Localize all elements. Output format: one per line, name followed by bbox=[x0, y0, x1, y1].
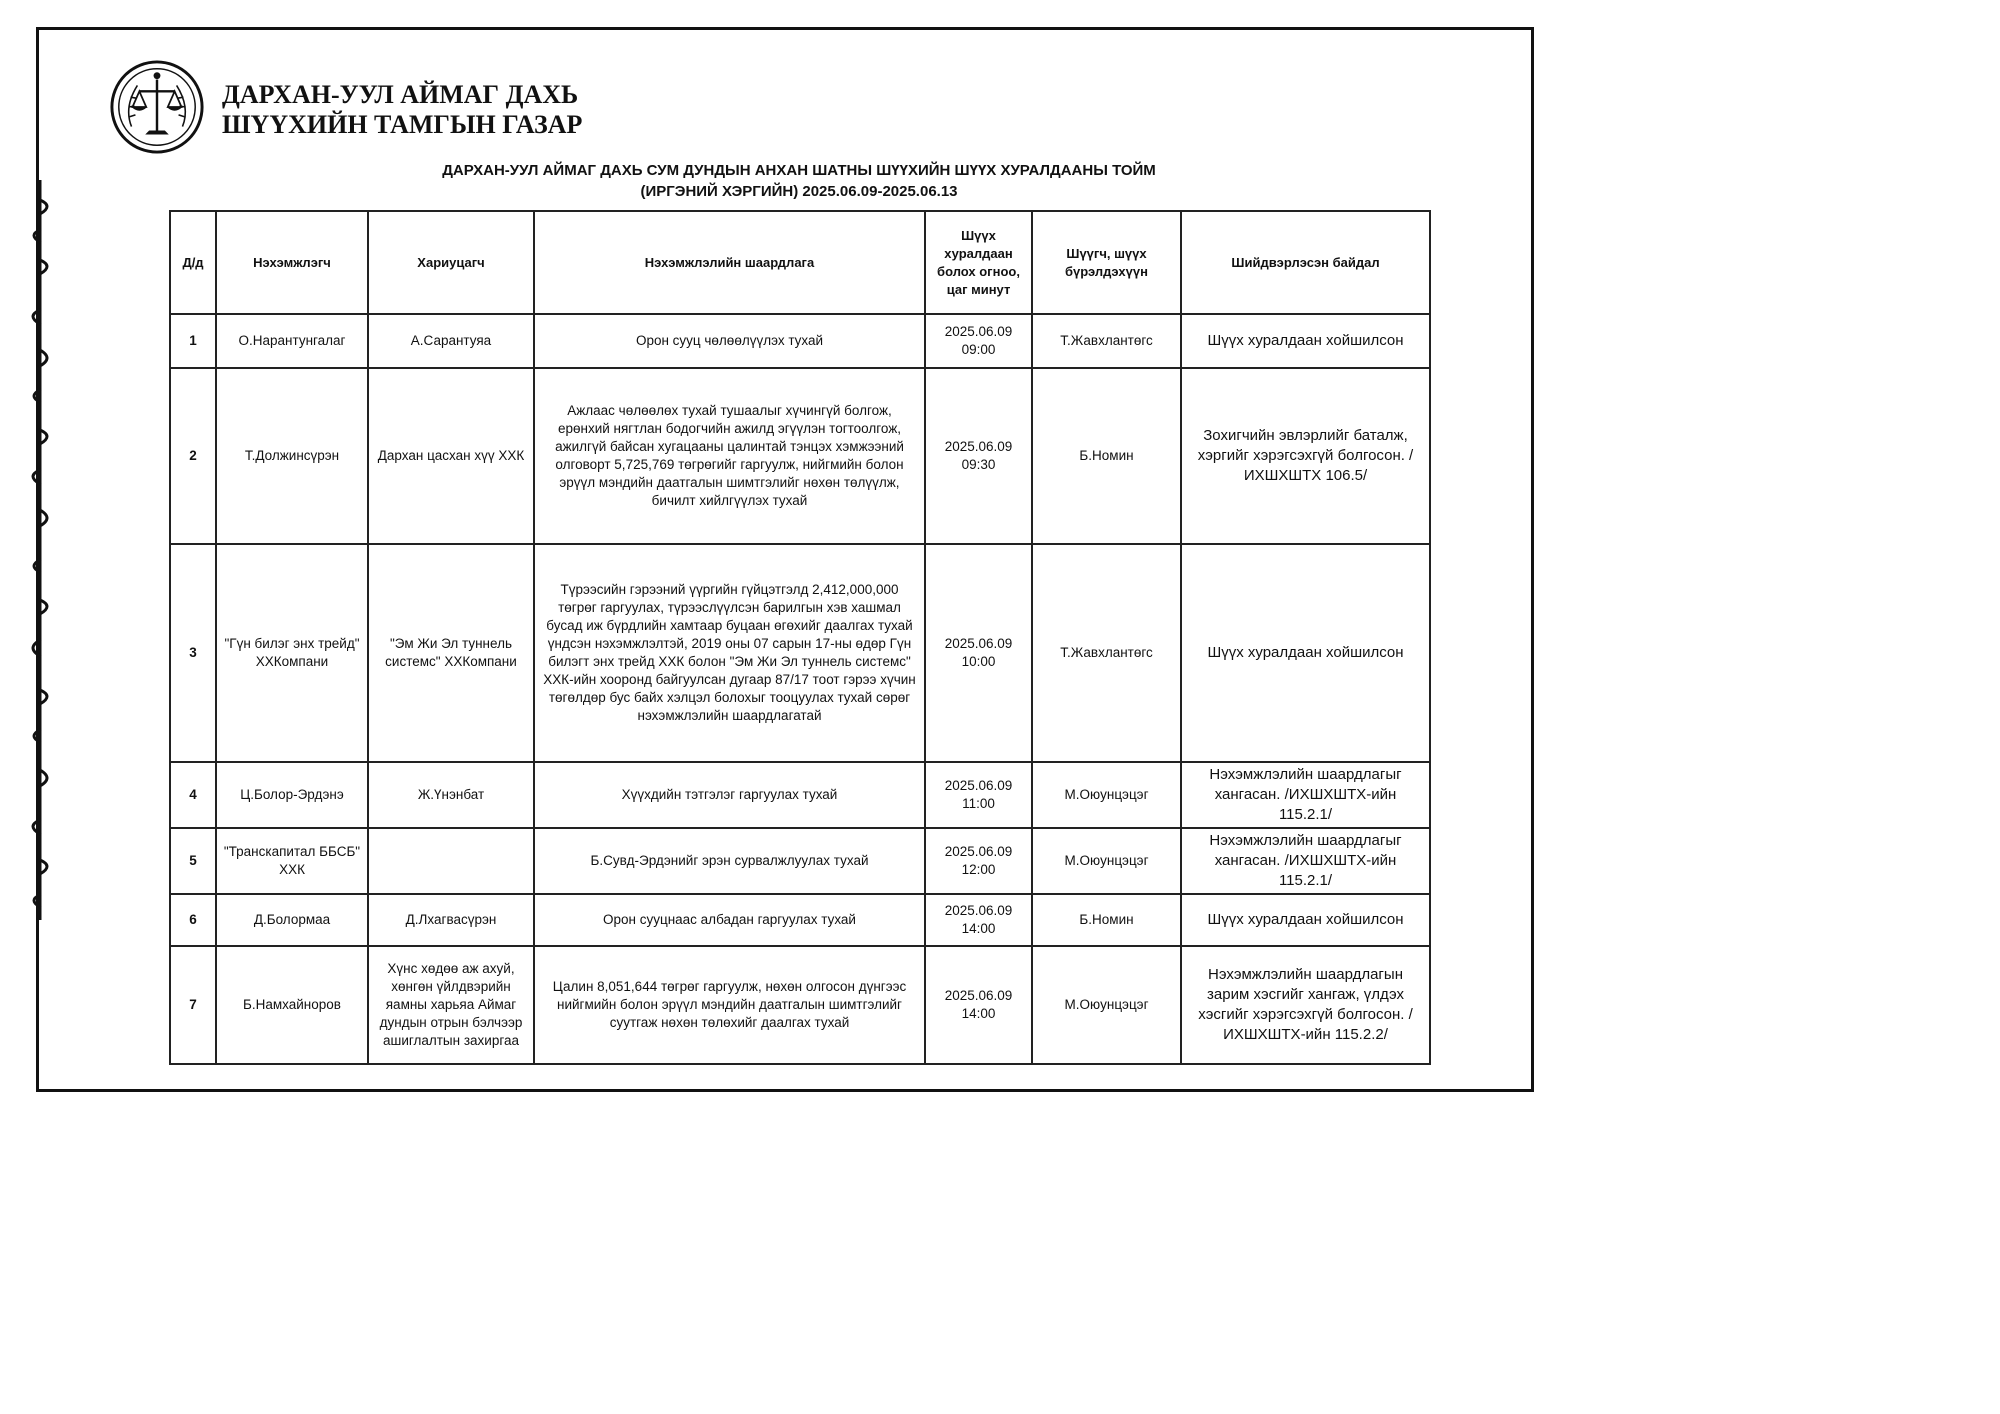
document-title-line2: (ИРГЭНИЙ ХЭРГИЙН) 2025.06.09-2025.06.13 bbox=[640, 183, 958, 200]
column-header-claim: Нэхэмжлэлийн шаардлага bbox=[534, 211, 925, 314]
cell-datetime bbox=[925, 314, 1032, 368]
cell-decision: Нэхэмжлэлийн шаардлагын зарим хэсгийг хангаж, үлдэх хэсгийг хэрэгсэхгүй болгосон. /ИХШХШТХ-ийн 115.2.2/ bbox=[1181, 946, 1430, 1064]
hearing-schedule-table bbox=[169, 210, 1431, 1065]
table-row bbox=[170, 544, 1430, 762]
cell-claim: Түрээсийн гэрээний үүргийн гүйцэтгэлд 2,412,000,000 төгрөг гаргуулах, түрээслүүлсэн барилгын хэв хашмал бусад иж бүрдлийн хамтаар буцаан өгөхийг даалгах тухай үндсэн нэхэмжлэлтэй, 2019 оны 07 сарын 17-ны өдөр Гүн билэгт энх трейд ХХК болон "Эм Жи Эл туннель системс" ХХК-ийн хооронд байгуулсан дугаар 87/17 тоот гэрээ хүчин төгөлдөр бус байх хэлцэл болохыг тооцуулах тухай сөрөг нэхэмжлэлийн шаардлагатай bbox=[534, 544, 925, 762]
cell-judge: Б.Номин bbox=[1032, 894, 1181, 946]
court-office-name-line1: ДАРХАН-УУЛ АЙМАГ ДАХЬ bbox=[222, 80, 579, 109]
cell-datetime bbox=[925, 762, 1032, 828]
cell-plaintiff: Т.Должинсүрэн bbox=[216, 368, 368, 544]
cell-plaintiff: Б.Намхайноров bbox=[216, 946, 368, 1064]
cell-plaintiff: "Гүн билэг энх трейд" ХХКомпани bbox=[216, 544, 368, 762]
cell-plaintiff: Д.Болормаа bbox=[216, 894, 368, 946]
court-emblem-logo bbox=[108, 58, 206, 156]
cell-judge: Б.Номин bbox=[1032, 368, 1181, 544]
cell-judge: Т.Жавхлантөгс bbox=[1032, 314, 1181, 368]
cell-date: 2025.06.09 bbox=[944, 439, 1013, 454]
court-office-name-line2: ШҮҮХИЙН ТАМГЫН ГАЗАР bbox=[222, 110, 583, 139]
cell-datetime bbox=[925, 946, 1032, 1064]
cell-time: 09:00 bbox=[961, 342, 996, 357]
cell-claim: Хүүхдийн тэтгэлэг гаргуулах тухай bbox=[534, 762, 925, 828]
cell-time: 11:00 bbox=[962, 796, 995, 811]
cell-number: 2 bbox=[170, 368, 216, 544]
column-header-plaintiff: Нэхэмжлэгч bbox=[216, 211, 368, 314]
cell-defendant: Дархан цасхан хүү ХХК bbox=[368, 368, 534, 544]
cell-number: 3 bbox=[170, 544, 216, 762]
cell-date: 2025.06.09 bbox=[944, 844, 1013, 859]
document-title-line1: ДАРХАН-УУЛ АЙМАГ ДАХЬ СУМ ДУНДЫН АНХАН ШАТНЫ ШҮҮХИЙН ШҮҮХ ХУРАЛДААНЫ ТОЙМ bbox=[442, 162, 1156, 179]
cell-defendant: Д.Лхагвасүрэн bbox=[368, 894, 534, 946]
cell-datetime bbox=[925, 828, 1032, 894]
cell-number: 6 bbox=[170, 894, 216, 946]
table-row bbox=[170, 894, 1430, 946]
table-row bbox=[170, 828, 1430, 894]
document-title bbox=[170, 160, 1428, 202]
column-header-number: Д/д bbox=[170, 211, 216, 314]
cell-number: 4 bbox=[170, 762, 216, 828]
table-row bbox=[170, 314, 1430, 368]
cell-date: 2025.06.09 bbox=[944, 778, 1013, 793]
cell-date: 2025.06.09 bbox=[944, 636, 1013, 651]
cell-number: 1 bbox=[170, 314, 216, 368]
cell-plaintiff: "Транскапитал ББСБ" ХХК bbox=[216, 828, 368, 894]
table-row bbox=[170, 946, 1430, 1064]
cell-datetime bbox=[925, 544, 1032, 762]
cell-defendant: "Эм Жи Эл туннель системс" ХХКомпани bbox=[368, 544, 534, 762]
cell-defendant bbox=[368, 828, 534, 894]
cell-time: 14:00 bbox=[961, 1006, 996, 1021]
cell-defendant: Ж.Үнэнбат bbox=[368, 762, 534, 828]
cell-decision: Шүүх хуралдаан хойшилсон bbox=[1181, 314, 1430, 368]
cell-number: 7 bbox=[170, 946, 216, 1064]
cell-defendant: Хүнс хөдөө аж ахуй, хөнгөн үйлдвэрийн яамны харьяа Аймаг дундын отрын бэлчээр ашиглалтын захиргаа bbox=[368, 946, 534, 1064]
cell-claim: Орон сууцнаас албадан гаргуулах тухай bbox=[534, 894, 925, 946]
table-header-row bbox=[170, 211, 1430, 314]
cell-time: 14:00 bbox=[961, 921, 996, 936]
cell-judge: М.Оюунцэцэг bbox=[1032, 828, 1181, 894]
traditional-mongolian-script-ornament bbox=[18, 180, 62, 920]
cell-decision: Шүүх хуралдаан хойшилсон bbox=[1181, 544, 1430, 762]
cell-datetime bbox=[925, 894, 1032, 946]
cell-claim: Цалин 8,051,644 төгрөг гаргуулж, нөхөн олгосон дүнгээс нийгмийн болон эрүүл мэндийн даатгалын шимтгэлийг суутгаж нөхөн төлөхийг даалгах тухай bbox=[534, 946, 925, 1064]
court-office-name bbox=[222, 80, 582, 140]
cell-time: 10:00 bbox=[961, 654, 996, 669]
column-header-decision: Шийдвэрлэсэн байдал bbox=[1181, 211, 1430, 314]
column-header-judge: Шүүгч, шүүх бүрэлдэхүүн bbox=[1032, 211, 1181, 314]
cell-decision: Нэхэмжлэлийн шаардлагыг хангасан. /ИХШХШТХ-ийн 115.2.1/ bbox=[1181, 828, 1430, 894]
cell-decision: Нэхэмжлэлийн шаардлагыг хангасан. /ИХШХШТХ-ийн 115.2.1/ bbox=[1181, 762, 1430, 828]
cell-judge: Т.Жавхлантөгс bbox=[1032, 544, 1181, 762]
cell-decision: Шүүх хуралдаан хойшилсон bbox=[1181, 894, 1430, 946]
table-row bbox=[170, 762, 1430, 828]
cell-date: 2025.06.09 bbox=[944, 903, 1013, 918]
cell-defendant: А.Сарантуяа bbox=[368, 314, 534, 368]
cell-time: 12:00 bbox=[961, 862, 996, 877]
cell-decision: Зохигчийн эвлэрлийг баталж, хэргийг хэрэгсэхгүй болгосон. /ИХШХШТХ 106.5/ bbox=[1181, 368, 1430, 544]
table-row bbox=[170, 368, 1430, 544]
cell-judge: М.Оюунцэцэг bbox=[1032, 946, 1181, 1064]
cell-datetime bbox=[925, 368, 1032, 544]
cell-plaintiff: О.Нарантунгалаг bbox=[216, 314, 368, 368]
cell-plaintiff: Ц.Болор-Эрдэнэ bbox=[216, 762, 368, 828]
column-header-defendant: Хариуцагч bbox=[368, 211, 534, 314]
cell-number: 5 bbox=[170, 828, 216, 894]
cell-time: 09:30 bbox=[961, 457, 996, 472]
column-header-datetime: Шүүх хуралдаан болох огноо, цаг минут bbox=[925, 211, 1032, 314]
cell-claim: Ажлаас чөлөөлөх тухай тушаалыг хүчингүй болгож, ерөнхий нягтлан бодогчийн ажилд эгүүлэн тогтоолгож, ажилгүй байсан хугацааны цалинтай тэнцэх хэмжээний олговорт 5,725,769 төгрөгийг гаргуулж, нийгмийн болон эрүүл мэндийн даатгалын шимтгэлийг нөхөн төлүүлж, бичилт хийлгүүлэх тухай bbox=[534, 368, 925, 544]
cell-claim: Б.Сувд-Эрдэнийг эрэн сурвалжлуулах тухай bbox=[534, 828, 925, 894]
cell-date: 2025.06.09 bbox=[944, 324, 1013, 339]
cell-judge: М.Оюунцэцэг bbox=[1032, 762, 1181, 828]
cell-date: 2025.06.09 bbox=[944, 988, 1013, 1003]
cell-claim: Орон сууц чөлөөлүүлэх тухай bbox=[534, 314, 925, 368]
